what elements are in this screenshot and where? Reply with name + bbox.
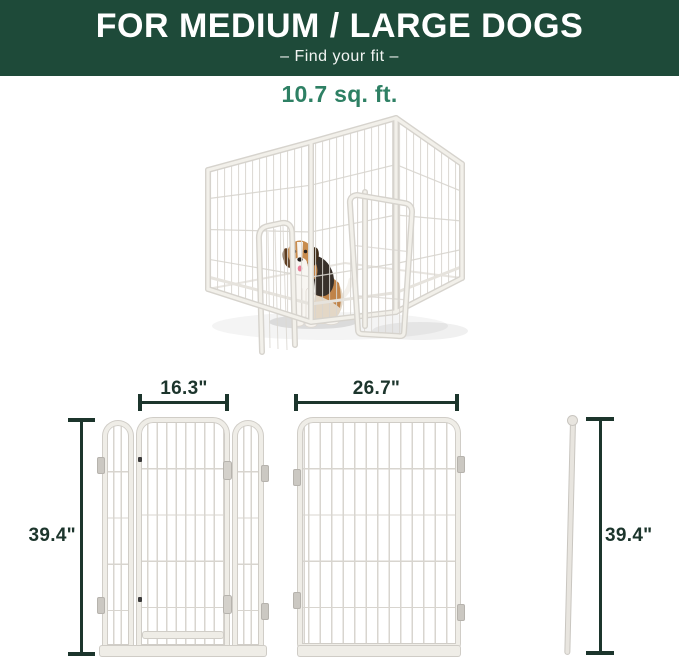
ground-stake-knob bbox=[568, 416, 577, 425]
door-bottom-rail bbox=[143, 632, 223, 638]
open-door bbox=[346, 192, 416, 340]
connector-clip bbox=[458, 457, 464, 472]
dimension-cap bbox=[586, 651, 614, 655]
panel-width-label: 26.7" bbox=[352, 378, 401, 399]
connector-clip bbox=[262, 466, 268, 481]
door-latch bbox=[224, 462, 231, 479]
height-label-left: 39.4" bbox=[28, 525, 76, 546]
large-panel-base-bar bbox=[298, 646, 460, 656]
door-diagram-base-bar bbox=[100, 646, 266, 656]
connector-clip bbox=[294, 470, 300, 485]
large-panel bbox=[298, 418, 460, 648]
door-hinge bbox=[138, 597, 142, 602]
door-width-dimension-line bbox=[140, 401, 228, 404]
dimension-cap bbox=[68, 418, 95, 422]
connector-clip bbox=[98, 598, 104, 613]
door-latch bbox=[224, 596, 231, 613]
large-panel-diagram bbox=[296, 418, 462, 656]
banner-title: FOR MEDIUM / LARGE DOGS bbox=[95, 7, 584, 45]
door-diagram-left-section bbox=[103, 421, 133, 649]
connector-clip bbox=[98, 458, 104, 473]
dimension-cap bbox=[68, 652, 95, 656]
banner-subtitle: – Find your fit – bbox=[280, 47, 399, 65]
door-width-label: 16.3" bbox=[160, 378, 208, 399]
door-hinge bbox=[138, 457, 142, 462]
height-dimension-line-left bbox=[80, 420, 83, 655]
door-diagram-door bbox=[137, 418, 229, 649]
height-dimension-line-right bbox=[599, 419, 602, 654]
dimension-cap bbox=[586, 417, 614, 421]
area-size-label: 10.7 sq. ft. bbox=[281, 81, 398, 107]
height-label-right: 39.4" bbox=[605, 525, 653, 546]
connector-clip bbox=[294, 593, 300, 608]
door-diagram-right-section bbox=[233, 421, 263, 649]
connector-clip bbox=[458, 605, 464, 620]
door-panel-diagram bbox=[100, 418, 266, 656]
panel-width-dimension-line bbox=[296, 401, 457, 404]
connector-clip bbox=[262, 604, 268, 619]
